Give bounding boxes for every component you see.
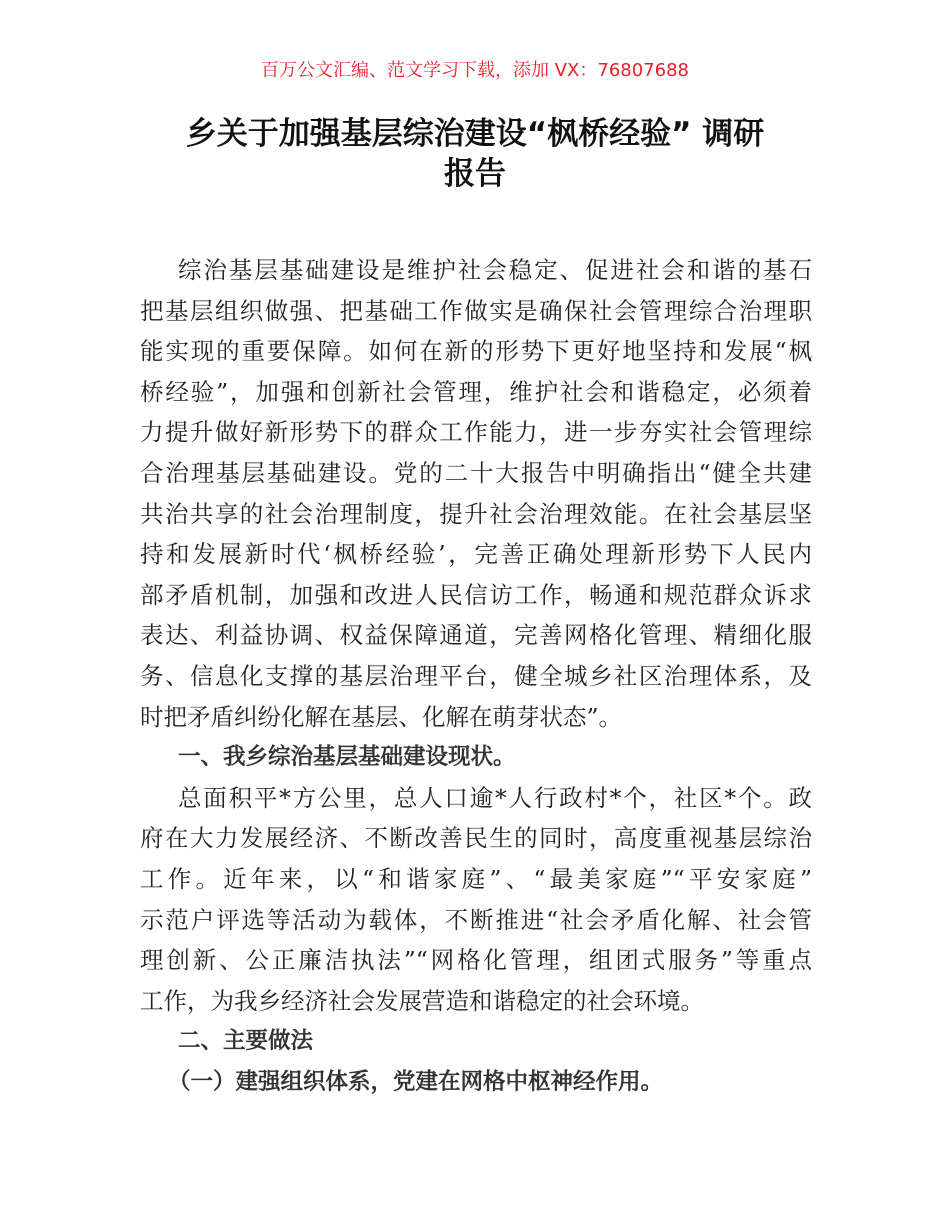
paragraph-line: 表达、利益协调、权益保障通道，完善网格化管理、精细化服 xyxy=(140,621,812,650)
paragraph-line: 综治基层基础建设是维护社会稳定、促进社会和谐的基石 xyxy=(178,256,812,284)
section-heading-1: 一、我乡综治基层基础建设现状。 xyxy=(178,744,516,771)
section-heading-2: 二、主要做法 xyxy=(178,1028,314,1055)
paragraph-line: 合治理基层基础建设。党的二十大报告中明确指出“健全共建 xyxy=(140,458,812,487)
paragraph-line: 理创新、公正廉洁执法”“网格化管理，组团式服务”等重点 xyxy=(140,946,812,975)
watermark-header: 百万公文汇编、范文学习下载，添加 VX：76807688 xyxy=(261,60,689,81)
paragraph-line: 工作，为我乡经济社会发展营造和谐稳定的社会环境。 xyxy=(140,986,704,1015)
paragraph-line: 总面积平*方公里，总人口逾*人行政村*个，社区*个。政 xyxy=(178,783,812,812)
paragraph-line: 工作。近年来，以“和谐家庭”、“最美家庭”“平安家庭” xyxy=(140,864,812,893)
document-title-line-1: 乡关于加强基层综治建设“枫桥经验” 调研 xyxy=(185,116,765,152)
paragraph-line: 力提升做好新形势下的群众工作能力，进一步夯实社会管理综 xyxy=(140,418,812,447)
paragraph-line: 桥经验”，加强和创新社会管理，维护社会和谐稳定，必须着 xyxy=(140,377,812,406)
subsection-heading-1: （一）建强组织体系，党建在网格中枢神经作用。 xyxy=(168,1068,664,1095)
paragraph-line: 能实现的重要保障。如何在新的形势下更好地坚持和发展“枫 xyxy=(140,337,812,366)
paragraph-line: 共治共享的社会治理制度，提升社会治理效能。在社会基层坚 xyxy=(140,499,812,528)
paragraph-line: 持和发展新时代‘枫桥经验’，完善正确处理新形势下人民内 xyxy=(140,540,812,569)
paragraph-line: 时把矛盾纠纷化解在基层、化解在萌芽状态”。 xyxy=(140,702,623,731)
paragraph-line: 务、信息化支撑的基层治理平台，健全城乡社区治理体系，及 xyxy=(140,661,812,690)
document-body xyxy=(140,250,812,1102)
paragraph-line: 把基层组织做强、把基础工作做实是确保社会管理综合治理职 xyxy=(140,296,812,325)
document-title-line-2: 报告 xyxy=(444,156,506,192)
paragraph-line: 示范户评选等活动为载体，不断推进“社会矛盾化解、社会管 xyxy=(140,905,812,934)
paragraph-line: 部矛盾机制，加强和改进人民信访工作，畅通和规范群众诉求 xyxy=(140,580,812,609)
paragraph-line: 府在大力发展经济、不断改善民生的同时，高度重视基层综治 xyxy=(140,824,812,853)
